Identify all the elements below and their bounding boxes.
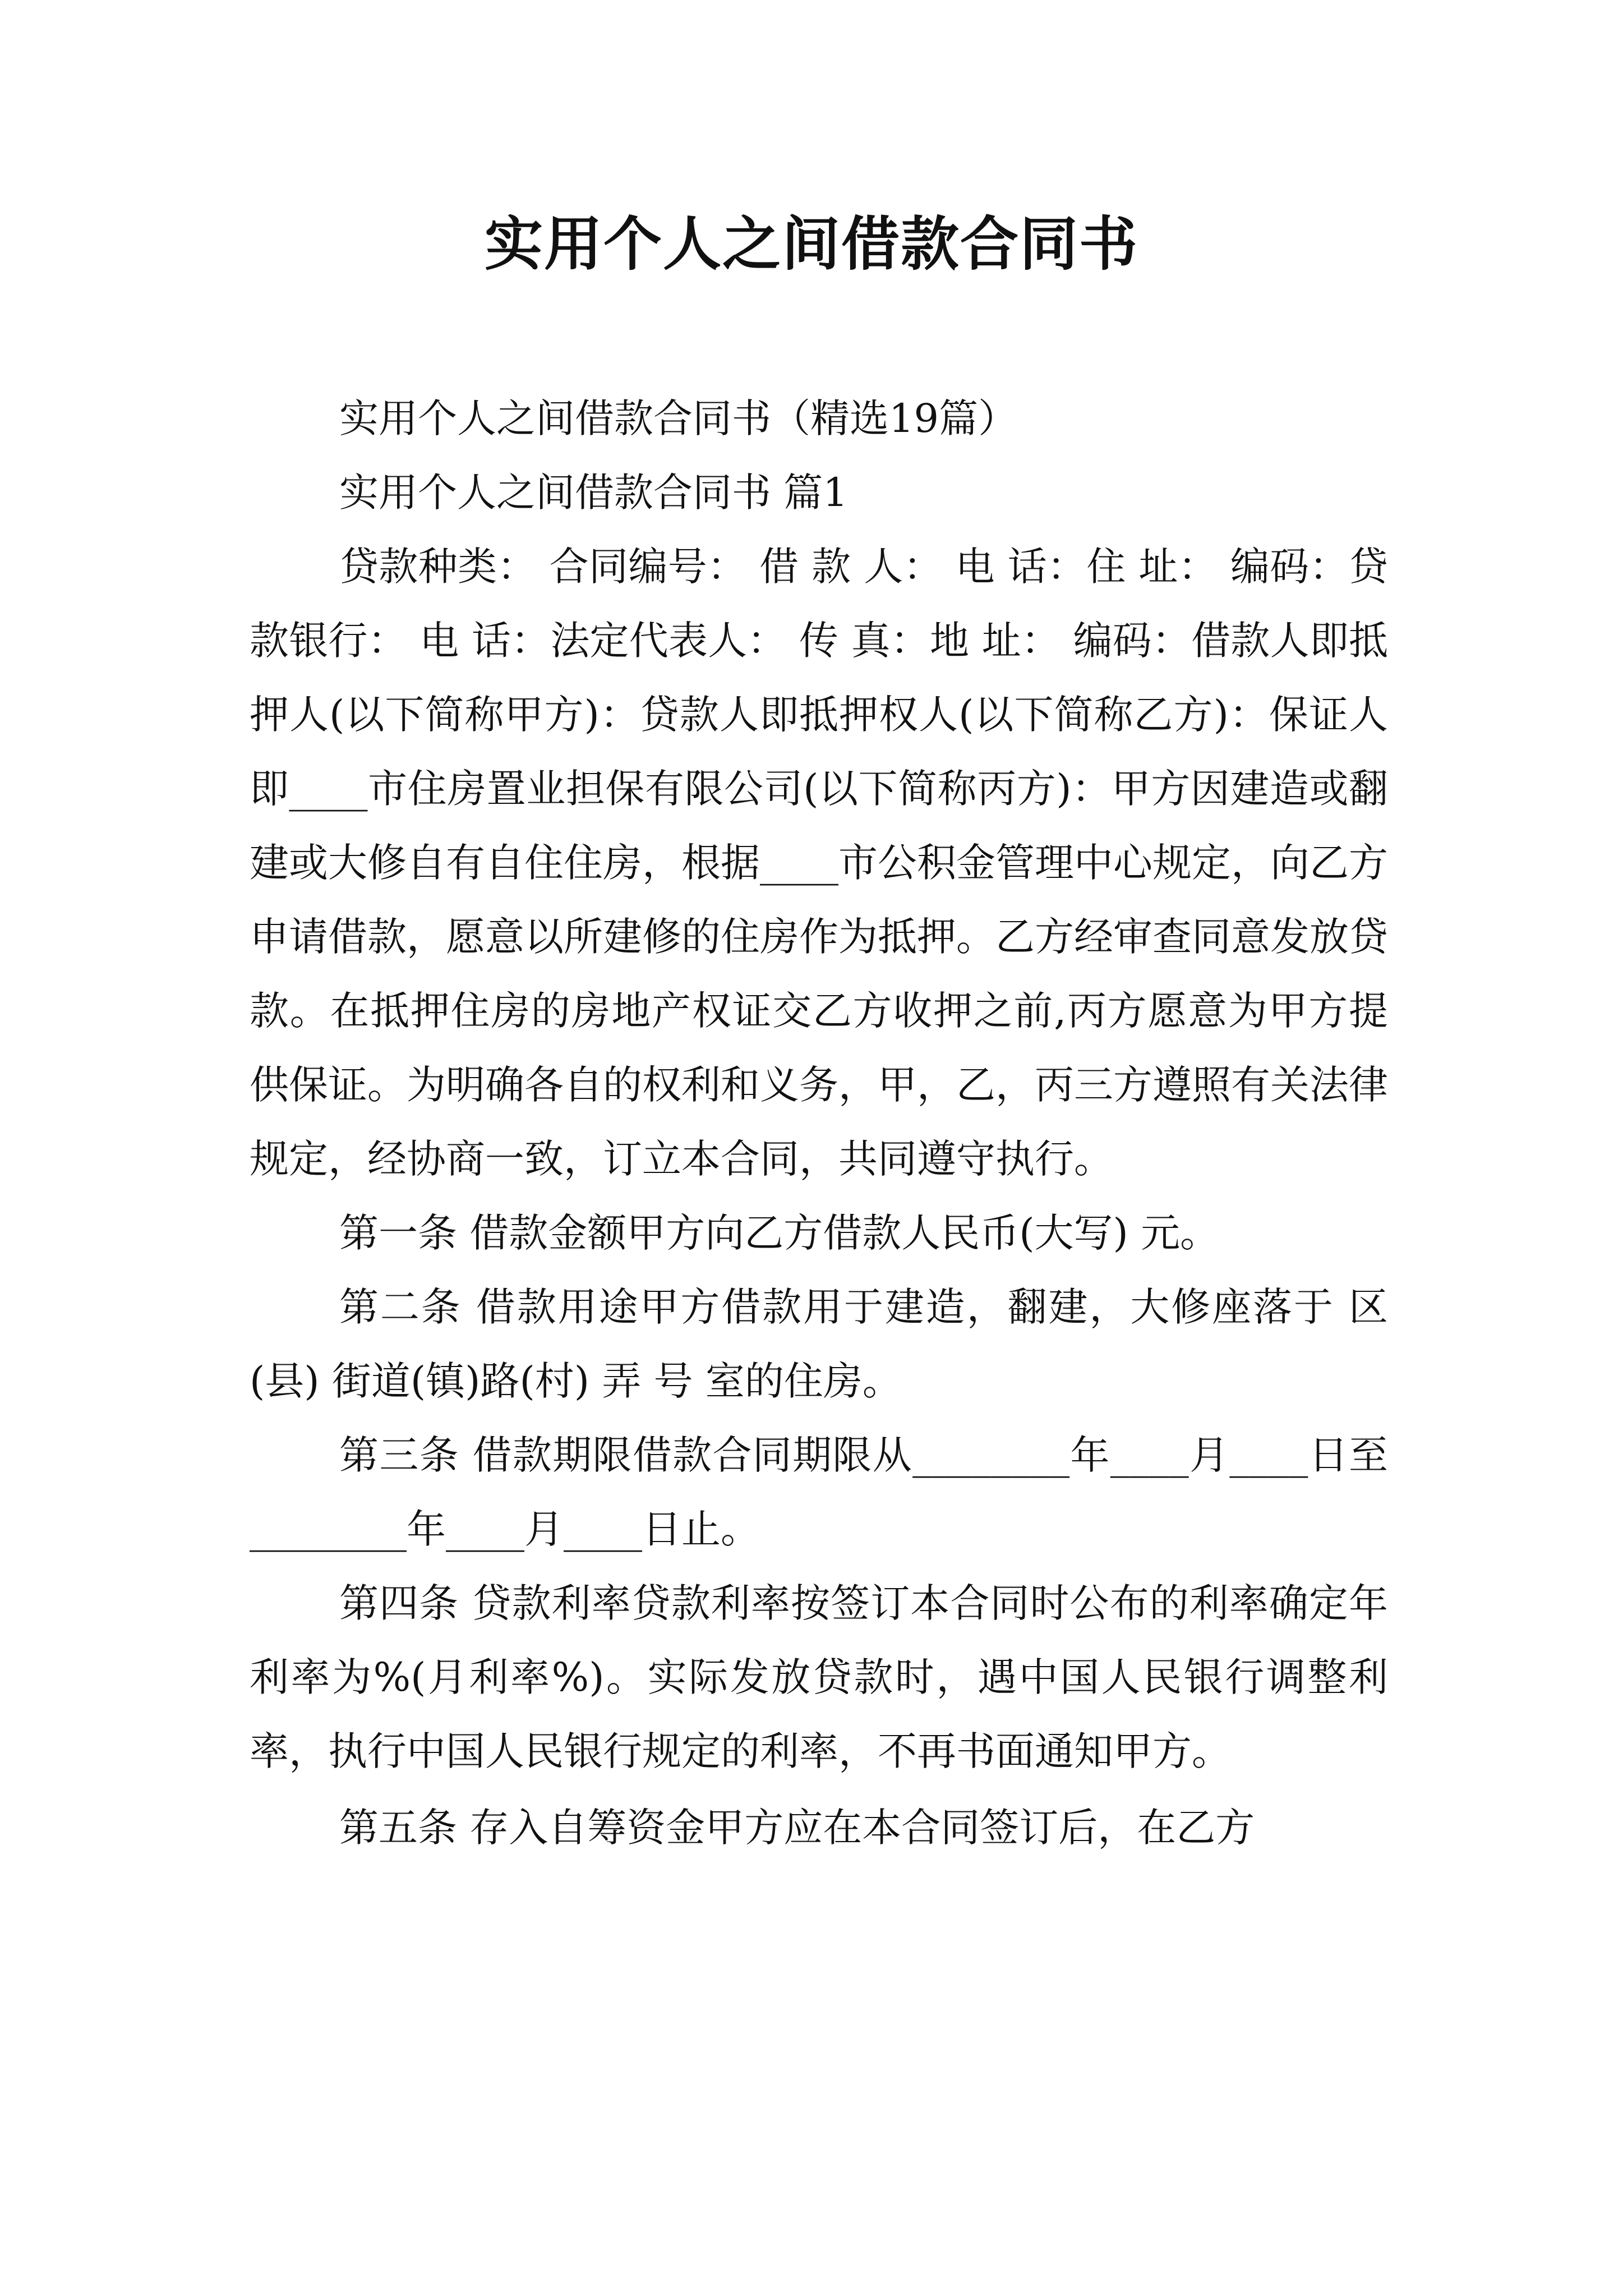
paragraph-article-3: 第三条 借款期限借款合同期限从________年____月____日至________年____月____日止。 <box>250 1432 1388 1552</box>
paragraph-preamble: 贷款种类： 合同编号： 借 款 人： 电 话：住 址： 编码：贷款银行： 电 话：法定代表人： 传 真：地 址： 编码：借款人即抵押人(以下简称甲方)：贷款人即抵押权人(以下简称乙方)：保证人即____市住房置业担保有限公司(以下简称丙方)：甲方因建造或翻建或大修自有自住住房，根据____市公积金管理中心规定，向乙方申请借款，愿意以所建修的住房作为抵押。乙方经审查同意发放贷款。在抵押住房的房地产权证交乙方收押之前,丙方愿意为甲方提供保证。为明确各自的权利和义务，甲，乙，丙三方遵照有关法律规定，经协商一致，订立本合同，共同遵守执行。 <box>250 544 1388 1182</box>
paragraph-subtitle: 实用个人之间借款合同书（精选19篇） <box>339 395 1018 441</box>
paragraph-section-heading: 实用个人之间借款合同书 篇1 <box>339 470 848 516</box>
document-body <box>250 381 1388 1865</box>
paragraph-article-4: 第四条 贷款利率贷款利率按签订本合同时公布的利率确定年利率为%(月利率%)。实际发放贷款时，遇中国人民银行调整利率，执行中国人民银行规定的利率，不再书面通知甲方。 <box>250 1580 1388 1774</box>
paragraph-article-2: 第二条 借款用途甲方借款用于建造，翻建，大修座落于 区(县) 街道(镇)路(村) 弄 号 室的住房。 <box>250 1284 1388 1404</box>
document-title: 实用个人之间借款合同书 <box>484 209 1138 278</box>
paragraph-article-5: 第五条 存入自筹资金甲方应在本合同签订后，在乙方 <box>339 1805 1255 1851</box>
paragraph-article-1: 第一条 借款金额甲方向乙方借款人民币(大写) 元。 <box>339 1210 1220 1256</box>
